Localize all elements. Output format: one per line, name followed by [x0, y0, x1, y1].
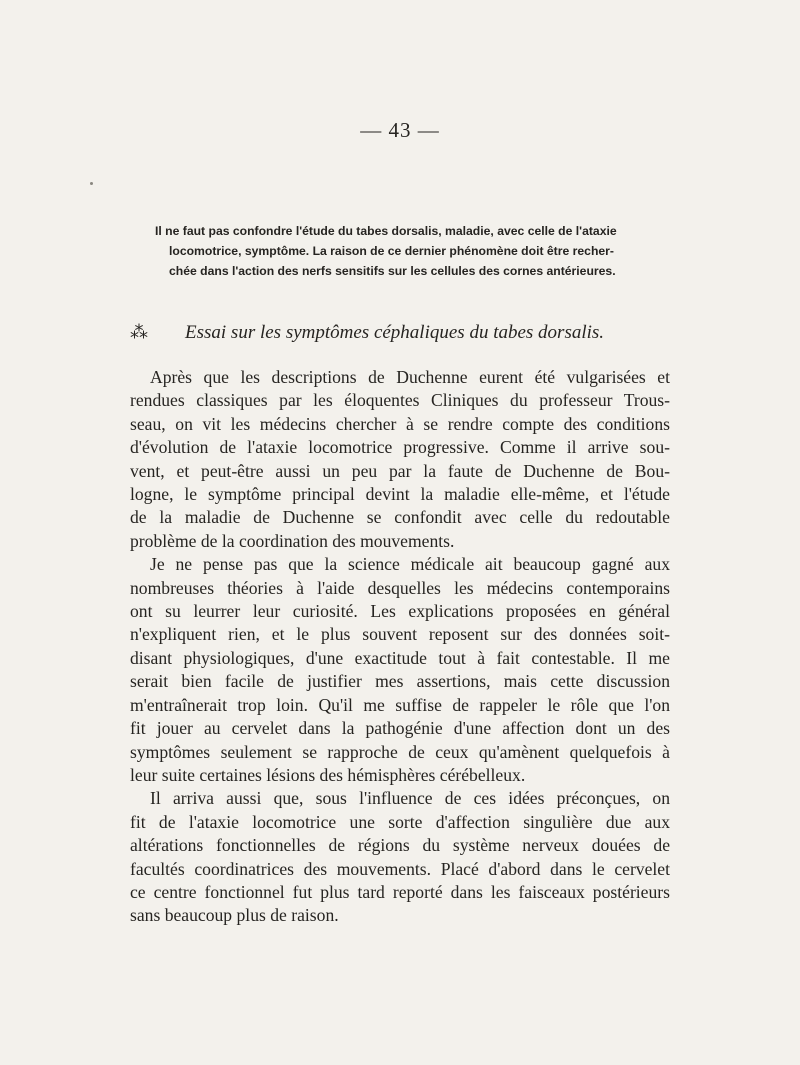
paragraph-2 — [130, 553, 670, 787]
text-line: ont su leurrer leur curiosité. Les explications proposées en général — [130, 601, 670, 622]
text-line: ce centre fonctionnel fut plus tard reporté dans les faisceaux postérieurs — [130, 881, 670, 902]
text-line: seau, on vit les médecins chercher à se rendre compte des conditions — [130, 413, 670, 434]
body-text — [130, 366, 670, 928]
text-line: rendues classiques par les éloquentes Cliniques du professeur Trous- — [130, 390, 670, 411]
text-line: facultés coordinatrices des mouvements. Placé d'abord dans le cervelet — [130, 858, 670, 879]
section-heading — [130, 320, 690, 345]
text-line: fit jouer au cervelet dans la pathogénie d'une affection dont un des — [130, 718, 670, 739]
text-line: nombreuses théories à l'aide desquelles les médecins contemporains — [130, 577, 670, 598]
footnote-block — [155, 221, 670, 281]
text-line: m'entraînerait trop loin. Qu'il me suffise de rappeler le rôle que l'on — [130, 694, 670, 715]
text-line: Je ne pense pas que la science médicale ait beaucoup gagné aux — [150, 554, 670, 575]
asterism-icon: ⁂ — [130, 322, 148, 342]
text-line: disant physiologiques, d'une exactitude tout à fait contestable. Il me — [130, 647, 670, 668]
section-title: Essai sur les symptômes céphaliques du tabes dorsalis. — [185, 322, 605, 343]
text-line: logne, le symptôme principal devint la maladie elle-même, et l'étude — [130, 484, 670, 505]
paragraph-1 — [130, 366, 670, 553]
text-line: d'évolution de l'ataxie locomotrice progressive. Comme il arrive sou- — [130, 437, 670, 458]
text-line: symptômes seulement se rapproche de ceux qu'amènent quelquefois à — [130, 741, 670, 762]
text-line: n'expliquent rien, et le plus souvent reposent sur des données soit- — [130, 624, 670, 645]
text-line: vent, et peut-être aussi un peu par la faute de Duchenne de Bou- — [130, 460, 670, 481]
text-line: Après que les descriptions de Duchenne eurent été vulgarisées et — [150, 367, 670, 387]
paper-speck — [90, 182, 93, 185]
text-line: problème de la coordination des mouvements. — [130, 530, 455, 551]
paragraph-3 — [130, 787, 670, 927]
text-line: sans beaucoup plus de raison. — [130, 905, 339, 926]
text-line: fit de l'ataxie locomotrice une sorte d'affection singulière due aux — [130, 811, 670, 832]
text-line: de la maladie de Duchenne se confondit avec celle du redoutable — [130, 507, 670, 528]
text-line: leur suite certaines lésions des hémisphères cérébelleux. — [130, 764, 526, 785]
note-line: locomotrice, symptôme. La raison de ce dernier phénomène doit être recher- — [169, 244, 614, 258]
page-number: — 43 — — [360, 118, 440, 142]
note-line: Il ne faut pas confondre l'étude du tabes dorsalis, maladie, avec celle de l'ataxie — [155, 224, 617, 238]
text-line: serait bien facile de justifier mes assertions, mais cette discussion — [130, 671, 670, 692]
note-line: chée dans l'action des nerfs sensitifs sur les cellules des cornes antérieures. — [169, 264, 616, 278]
text-line: altérations fonctionnelles de régions du système nerveux douées de — [130, 835, 670, 856]
text-line: Il arriva aussi que, sous l'influence de ces idées préconçues, on — [150, 788, 670, 809]
